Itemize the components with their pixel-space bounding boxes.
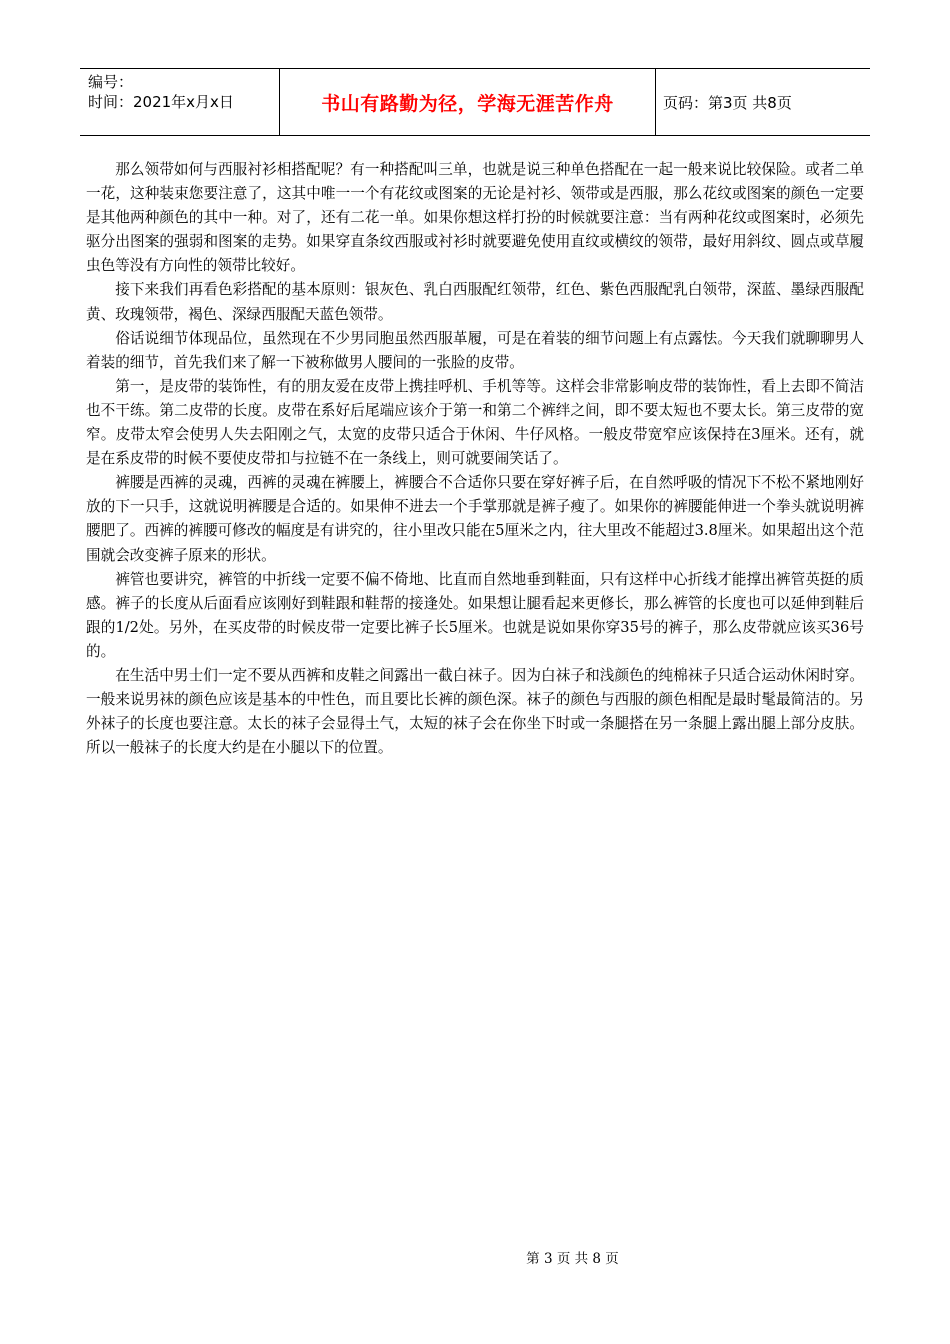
header-page-number: 页码：第3页 共8页 bbox=[663, 93, 792, 112]
paragraph: 第一，是皮带的装饰性，有的朋友爱在皮带上携挂呼机、手机等等。这样会非常影响皮带的装饰性，看上去即不简洁也不干练。第二皮带的长度。皮带在系好后尾端应该介于第一和第二个裤绊之间，即不要太短也不要太长。第三皮带的宽窄。皮带太窄会使男人失去阳刚之气，太宽的皮带只适合于休闲、牛仔风格。一般皮带宽窄应该保持在3厘米。还有，就是在系皮带的时候不要使皮带扣与拉链不在一条线上，则可就要闹笑话了。 bbox=[86, 377, 864, 468]
footer-page-number: 第 3 页 共 8 页 bbox=[526, 1251, 619, 1267]
paragraph: 裤管也要讲究，裤管的中折线一定要不偏不倚地、比直而自然地垂到鞋面，只有这样中心折线才能撑出裤管英挺的质感。裤子的长度从后面看应该刚好到鞋跟和鞋帮的接逢处。如果想让腿看起来更修长，那么裤管的长度也可以延伸到鞋后跟的1/2处。另外，在买皮带的时候皮带一定要比裤子长5厘米。也就是说如果你穿35号的裤子，那么皮带就应该买36号的。 bbox=[86, 570, 864, 660]
header-meta bbox=[80, 69, 280, 135]
page-footer bbox=[0, 1247, 950, 1267]
paragraph: 裤腰是西裤的灵魂，西裤的灵魂在裤腰上，裤腰合不合适你只要在穿好裤子后，在自然呼吸的情况下不松不紧地刚好放的下一只手，这就说明裤腰是合适的。如果伸不进去一个手掌那就是裤子瘦了。如果你的裤腰能伸进一个拳头就说明裤腰肥了。西裤的裤腰可修改的幅度是有讲究的，往小里改只能在5厘米之内，往大里改不能超过3.8厘米。如果超出这个范围就会改变裤子原来的形状。 bbox=[86, 474, 864, 564]
document-date: 时间：2021年x月x日 bbox=[88, 93, 234, 111]
document-body bbox=[86, 158, 864, 760]
paragraph: 在生活中男士们一定不要从西裤和皮鞋之间露出一截白袜子。因为白袜子和浅颜色的纯棉袜子只适合运动休闲时穿。一般来说男袜的颜色应该是基本的中性色，而且要比长裤的颜色深。袜子的颜色与西服的颜色相配是最时髦最简洁的。另外袜子的长度也要注意。太长的袜子会显得土气，太短的袜子会在你坐下时或一条腿搭在另一条腿上露出腿上部分皮肤。所以一般袜子的长度大约是在小腿以下的位置。 bbox=[86, 666, 864, 757]
paragraph: 俗话说细节体现品位，虽然现在不少男同胞虽然西服革履，可是在着装的细节问题上有点露怯。今天我们就聊聊男人着装的细节，首先我们来了解一下被称做男人腰间的一张脸的皮带。 bbox=[86, 329, 864, 371]
paragraph: 那么领带如何与西服衬衫相搭配呢？有一种搭配叫三单，也就是说三种单色搭配在一起一般来说比较保险。或者二单一花，这种装束您要注意了，这其中唯一一个有花纹或图案的无论是衬衫、领带或是西服，那么花纹或图案的颜色一定要是其他两种颜色的其中一种。对了，还有二花一单。如果你想这样打扮的时候就要注意：当有两种花纹或图案时，必须先驱分出图案的强弱和图案的走势。如果穿直条纹西服或衬衫时就要避免使用直纹或横纹的领带，最好用斜纹、圆点或草履虫色等没有方向性的领带比较好。 bbox=[86, 161, 864, 275]
paragraph: 接下来我们再看色彩搭配的基本原则：银灰色、乳白西服配红领带，红色、紫色西服配乳白领带，深蓝、墨绿西服配黄、玫瑰领带，褐色、深绿西服配天蓝色领带。 bbox=[86, 281, 864, 323]
header-motto: 书山有路勤为径，学海无涯苦作舟 bbox=[280, 69, 656, 135]
page-header bbox=[80, 68, 870, 136]
document-number-label: 编号： bbox=[88, 73, 134, 91]
